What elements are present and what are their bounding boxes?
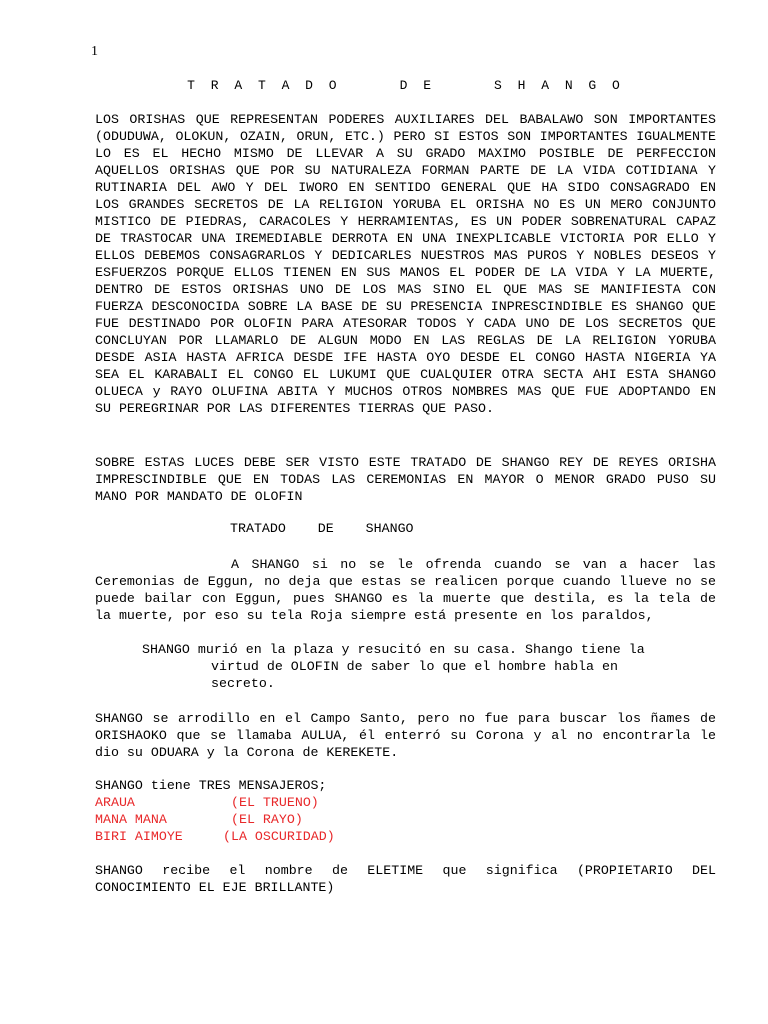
section-subtitle: TRATADO DE SHANGO	[230, 521, 414, 536]
intro-paragraph: LOS ORISHAS QUE REPRESENTAN PODERES AUXILIARES DEL BABALAWO SON IMPORTANTES (ODUDUWA, OLOKUN, OZAIN, ORUN, ETC.) PERO SI ESTOS SON IMPORTANTES IGUALMENTE LO ES EL HECHO MISMO DE LLEVAR A SU GRADO MAXIMO POSIBLE DE PERFECCION AQUELLOS ORISHAS QUE POR SU NATURALEZA FORMAN PARTE DE LA VIDA COTIDIANA Y RUTINARIA DEL AWO Y DEL IWORO EN SENTIDO GENERAL QUE HA SIDO CONSAGRADO EN LOS GRANDES SECRETOS DE LA RELIGION YORUBA EL ORISHA NO ES UN MERO CONJUNTO MISTICO DE PIEDRAS, CARACOLES Y HERRAMIENTAS, ES UN PODER SOBRENATURAL CAPAZ DE TRASTOCAR UNA IREMEDIABLE DERROTA EN UNA INEXPLICABLE VICTORIA POR ELLO Y ELLOS DEBEMOS CONSAGRARLOS Y DEDICARLES NUESTROS MAS PUROS Y NOBLES DESEOS Y ESFUERZOS PORQUE ELLOS TIENEN EN SUS MANOS EL PODER DE LA VIDA Y LA MUERTE, DENTRO DE ESTOS ORISHAS UNO DE LOS MAS SINO EL QUE MAS SE MANIFIESTA CON FUERZA DESCONOCIDA SOBRE LA BASE DE SU PRESENCIA INPRESCINDIBLE ES SHANGO QUE FUE DESTINADO POR OLOFIN PARA ATESORAR TODOS Y CADA UNO DE LOS SECRETOS QUE CONCLUYAN POR LLAMARLO DE ALGUN MODO EN LAS REGLAS DE LA RELIGION YORUBA DESDE ASIA HASTA AFRICA DESDE IFE HASTA OYO DESDE EL CONGO HASTA NIGERIA YA SEA EL KARABALI EL CONGO EL LUKUMI QUE CUALQUIER OTRA SECTA AHI ESTA SHANGO OLUECA y RAYO OLUFINA ABITA Y MUCHOS OTROS NOMBRES MAS QUE FUE ADOPTANDO EN SU PEREGRINAR POR LAS DIFERENTES TIERRAS QUE PASO.	[95, 112, 716, 416]
paragraph-shango-murio	[95, 641, 716, 692]
messenger-meaning: (LA OSCURIDAD)	[223, 829, 335, 844]
para2-line-3: secreto.	[211, 676, 275, 691]
messengers-heading: SHANGO tiene TRES MENSAJEROS;	[95, 778, 327, 793]
intro-paragraph-2: SOBRE ESTAS LUCES DEBE SER VISTO ESTE TRATADO DE SHANGO REY DE REYES ORISHA IMPRESCINDIBLE QUE EN TODAS LAS CEREMONIAS EN MAYOR O MENOR GRADO PUSO SU MANO POR MANDATO DE OLOFIN	[95, 455, 716, 504]
messenger-name: ARAUA	[95, 795, 135, 810]
para2-line-2: virtud de OLOFIN de saber lo que el hombre habla en	[211, 659, 618, 674]
messenger-name: BIRI AIMOYE	[95, 829, 183, 844]
document-title: T R A T A D O D E S H A N G O	[187, 78, 624, 93]
para2-line-1: SHANGO murió en la plaza y resucitó en su casa. Shango tiene la	[142, 642, 645, 657]
messenger-item	[95, 794, 716, 811]
messenger-meaning: (EL RAYO)	[231, 812, 303, 827]
messenger-meaning: (EL TRUENO)	[231, 795, 319, 810]
paragraph-eggun: A SHANGO si no se le ofrenda cuando se van a hacer las Ceremonias de Eggun, no deja que estas se realicen porque cuando llueve no se puede bailar con Eggun, pues SHANGO es la muerte que destila, es la tela de la muerte, por eso su tela Roja siempre está presente en los paraldos,	[95, 557, 716, 623]
paragraph-campo-santo: SHANGO se arrodillo en el Campo Santo, pero no fue para buscar los ñames de ORISHAOKO que se llamaba AULUA, él enterró su Corona y al no encontrarla le dio su ODUARA y la Corona de KEREKETE.	[95, 711, 716, 760]
messengers-section	[95, 777, 716, 845]
messenger-item	[95, 811, 716, 828]
messenger-name: MANA MANA	[95, 812, 167, 827]
paragraph-eletime: SHANGO recibe el nombre de ELETIME que significa (PROPIETARIO DEL CONOCIMIENTO EL EJE BRILLANTE)	[95, 863, 716, 895]
messenger-item	[95, 828, 716, 845]
page-number: 1	[91, 44, 98, 59]
